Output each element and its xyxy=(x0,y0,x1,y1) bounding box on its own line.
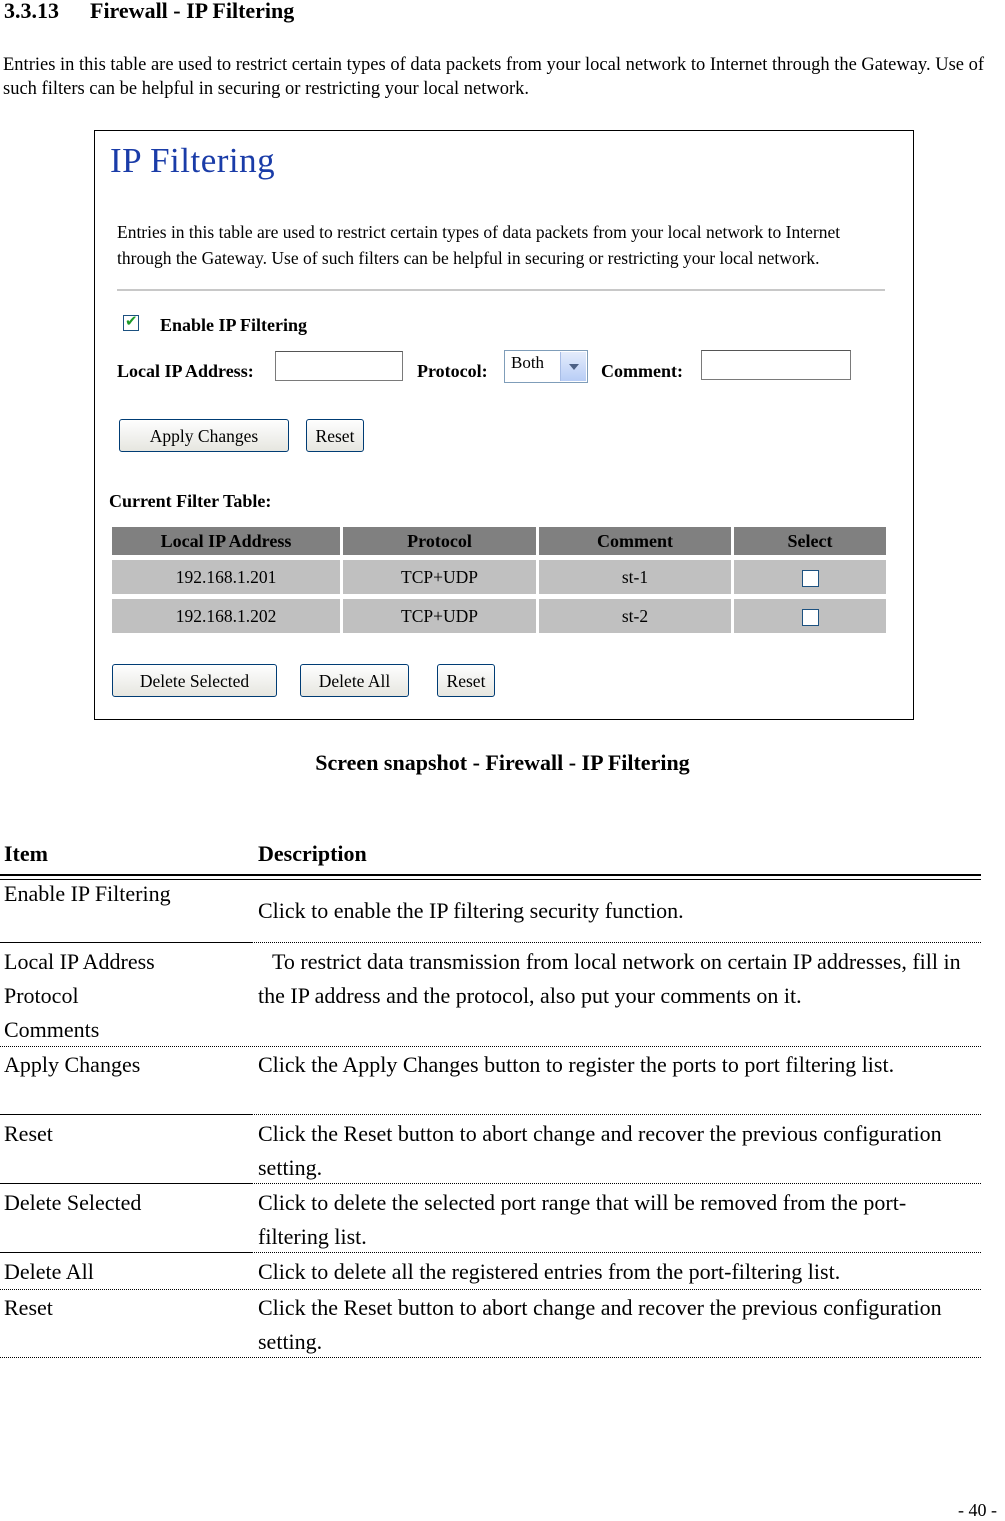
col-header-select: Select xyxy=(734,527,886,555)
cell-protocol: TCP+UDP xyxy=(343,599,536,633)
protocol-select[interactable] xyxy=(504,350,588,383)
ip-filtering-screenshot xyxy=(94,130,914,720)
page-number: - 40 - xyxy=(958,1500,997,1520)
delete-selected-button[interactable]: Delete Selected xyxy=(112,664,277,697)
cell-local-ip: 192.168.1.201 xyxy=(112,560,340,594)
cell-protocol: TCP+UDP xyxy=(343,560,536,594)
row-description: Click the Apply Changes button to register the ports to port filtering list. xyxy=(258,1052,895,1077)
row-select-checkbox[interactable] xyxy=(802,609,819,626)
row-select-checkbox[interactable] xyxy=(802,570,819,587)
shot-page-title: IP Filtering xyxy=(110,141,276,180)
apply-changes-button[interactable]: Apply Changes xyxy=(119,419,289,452)
row-description: Click to delete the selected port range that will be removed from the port-filtering list. xyxy=(258,1190,907,1249)
table-row xyxy=(112,599,886,633)
enable-ip-filtering-label: Enable IP Filtering xyxy=(160,315,308,335)
enable-ip-filtering-checkbox[interactable] xyxy=(123,315,139,331)
row-divider xyxy=(0,942,252,943)
row-divider xyxy=(252,1183,981,1184)
row-divider xyxy=(0,1046,981,1047)
col-header-protocol: Protocol xyxy=(343,527,536,555)
row-description: To restrict data transmission from local network on certain IP addresses, fill in the IP address and the protocol, also put your comments on it. xyxy=(258,949,961,1008)
row-divider xyxy=(252,942,981,943)
row-item: Reset xyxy=(4,1121,53,1146)
local-ip-input[interactable] xyxy=(275,351,403,381)
table-row xyxy=(112,560,886,594)
figure-caption: Screen snapshot - Firewall - IP Filtering xyxy=(315,750,690,775)
row-description: Click to delete all the registered entries from the port-filtering list. xyxy=(258,1259,841,1284)
protocol-label: Protocol: xyxy=(417,361,488,381)
comment-input[interactable] xyxy=(701,350,851,380)
row-item: Delete All xyxy=(4,1259,94,1284)
filter-table-header xyxy=(112,527,886,555)
chevron-down-icon[interactable] xyxy=(560,352,586,381)
shot-divider xyxy=(117,289,885,291)
section-heading xyxy=(4,0,294,24)
row-item: Comments xyxy=(4,1017,100,1042)
row-description: Click to enable the IP filtering security function. xyxy=(258,898,684,923)
row-divider xyxy=(0,1252,252,1253)
row-description: Click the Reset button to abort change and recover the previous configuration setting. xyxy=(258,1295,942,1354)
table-header-item: Item xyxy=(4,841,48,866)
delete-all-button[interactable]: Delete All xyxy=(300,664,409,697)
row-item: Local IP Address xyxy=(4,949,155,974)
comment-label: Comment: xyxy=(601,361,683,381)
cell-select xyxy=(734,599,886,633)
intro-paragraph: Entries in this table are used to restrict certain types of data packets from your local network to Internet through the Gateway. Use of such filters can be helpful in securing or restricting your local network. xyxy=(3,55,985,99)
table-header-description: Description xyxy=(258,841,367,866)
reset-button[interactable]: Reset xyxy=(306,419,364,452)
current-filter-table-title: Current Filter Table: xyxy=(109,491,272,511)
reset-table-button[interactable]: Reset xyxy=(437,664,495,697)
section-title: Firewall - IP Filtering xyxy=(90,0,295,23)
current-filter-table xyxy=(109,522,889,638)
row-item: Enable IP Filtering xyxy=(4,881,171,906)
row-divider xyxy=(252,1114,981,1115)
row-item: Delete Selected xyxy=(4,1190,142,1215)
protocol-selected-value: Both xyxy=(511,353,545,372)
row-divider xyxy=(0,1357,981,1358)
cell-comment: st-1 xyxy=(539,560,731,594)
local-ip-label: Local IP Address: xyxy=(117,361,254,381)
col-header-comment: Comment xyxy=(539,527,731,555)
row-item: Apply Changes xyxy=(4,1052,141,1077)
row-item: Reset xyxy=(4,1295,53,1320)
cell-select xyxy=(734,560,886,594)
row-divider xyxy=(0,1289,981,1290)
section-number: 3.3.13 xyxy=(4,0,59,23)
row-divider xyxy=(252,1252,981,1253)
row-divider xyxy=(0,1183,252,1184)
cell-comment: st-2 xyxy=(539,599,731,633)
row-description: Click the Reset button to abort change and recover the previous configuration setting. xyxy=(258,1121,942,1180)
cell-local-ip: 192.168.1.202 xyxy=(112,599,340,633)
col-header-local-ip: Local IP Address xyxy=(112,527,340,555)
row-divider xyxy=(0,1114,252,1115)
shot-description: Entries in this table are used to restrict certain types of data packets from your local network to Internet through the Gateway. Use of such filters can be helpful in securing or restricting your local network. xyxy=(117,222,841,268)
row-item: Protocol xyxy=(4,983,79,1008)
